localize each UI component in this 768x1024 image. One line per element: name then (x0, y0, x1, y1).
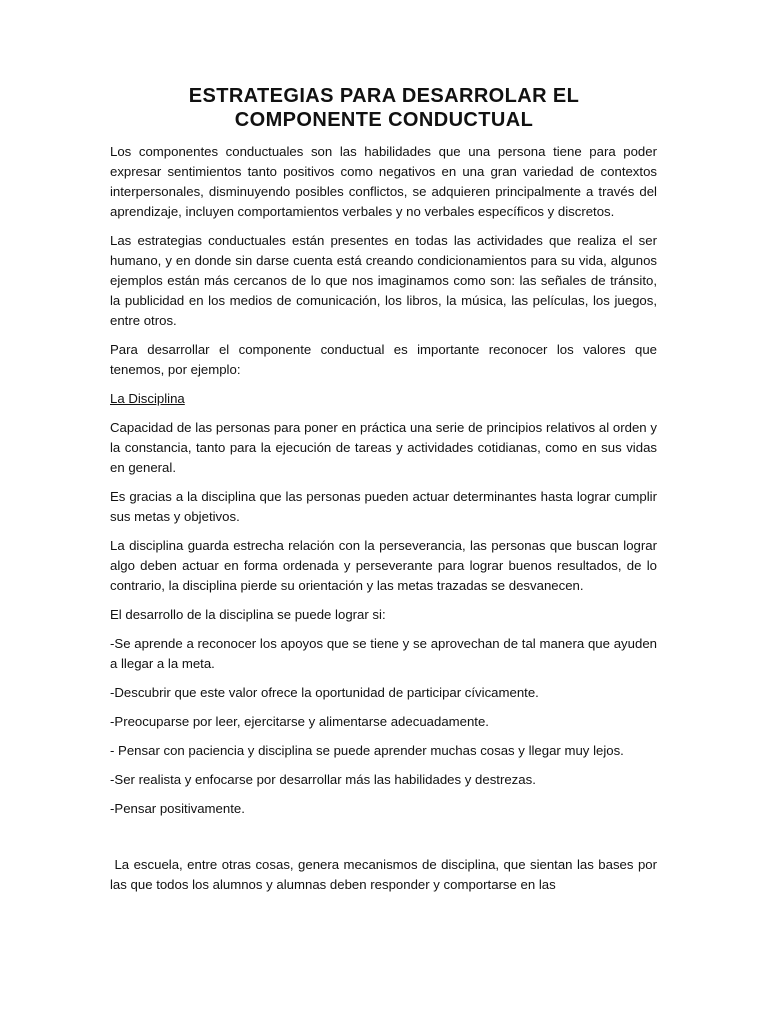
list-item: -Preocuparse por leer, ejercitarse y alimentarse adecuadamente. (110, 714, 489, 729)
paragraph-intro: Los componentes conductuales son las habilidades que una persona tiene para poder expresar sentimientos tanto positivos como negativos en una gran variedad de contextos interpersonales, disminuyendo posibles conflictos, se adquieren principalmente a través del aprendizaje, incluyen comportamientos verbales y no verbales específicos y discretos. (110, 144, 657, 219)
list-item: -Se aprende a reconocer los apoyos que se tiene y se aprovechan de tal manera que ayuden a llegar a la meta. (110, 636, 657, 671)
title-line-1: ESTRATEGIAS PARA DESARROLAR EL (188, 85, 580, 107)
paragraph-school: La escuela, entre otras cosas, genera mecanismos de disciplina, que sientan las bases por las que todos los alumnos y alumnas deben responder y comportarse en las (110, 857, 661, 892)
page-title (100, 84, 668, 132)
spacer (110, 828, 657, 855)
list-item: -Pensar positivamente. (110, 801, 245, 816)
list-item: -Ser realista y enfocarse por desarrollar más las habilidades y destrezas. (110, 772, 536, 787)
paragraph-definition: Capacidad de las personas para poner en práctica una serie de principios relativos al orden y la constancia, tanto para la ejecución de tareas y actividades cotidianas, como en sus vidas en general. (110, 420, 657, 475)
section-heading (110, 389, 657, 409)
paragraph-development: El desarrollo de la disciplina se puede lograr si: (110, 607, 386, 622)
document-body (110, 142, 661, 904)
paragraph-goals: Es gracias a la disciplina que las personas pueden actuar determinantes hasta lograr cumplir sus metas y objetivos. (110, 489, 657, 524)
paragraph-perseverance: La disciplina guarda estrecha relación con la perseverancia, las personas que buscan lograr algo deben actuar en forma ordenada y perseverante para lograr buenos resultados, de lo contrario, la disciplina pierde su orientación y las metas trazadas se desvanecen. (110, 538, 657, 593)
title-line-2: COMPONENTE CONDUCTUAL (234, 109, 534, 131)
list-item: - Pensar con paciencia y disciplina se puede aprender muchas cosas y llegar muy lejos. (110, 743, 624, 758)
list-item: -Descubrir que este valor ofrece la oportunidad de participar cívicamente. (110, 685, 539, 700)
section-heading-text: La Disciplina (110, 391, 185, 406)
paragraph-strategies: Las estrategias conductuales están presentes en todas las actividades que realiza el ser humano, y en donde sin darse cuenta está creando condicionamientos para su vida, algunos ejemplos están más cercanos de lo que nos imaginamos como son: las señales de tránsito, la publicidad en los medios de comunicación, los libros, la música, las películas, los juegos, entre otros. (110, 233, 657, 328)
paragraph-values: Para desarrollar el componente conductual es importante reconocer los valores que tenemos, por ejemplo: (110, 342, 657, 377)
